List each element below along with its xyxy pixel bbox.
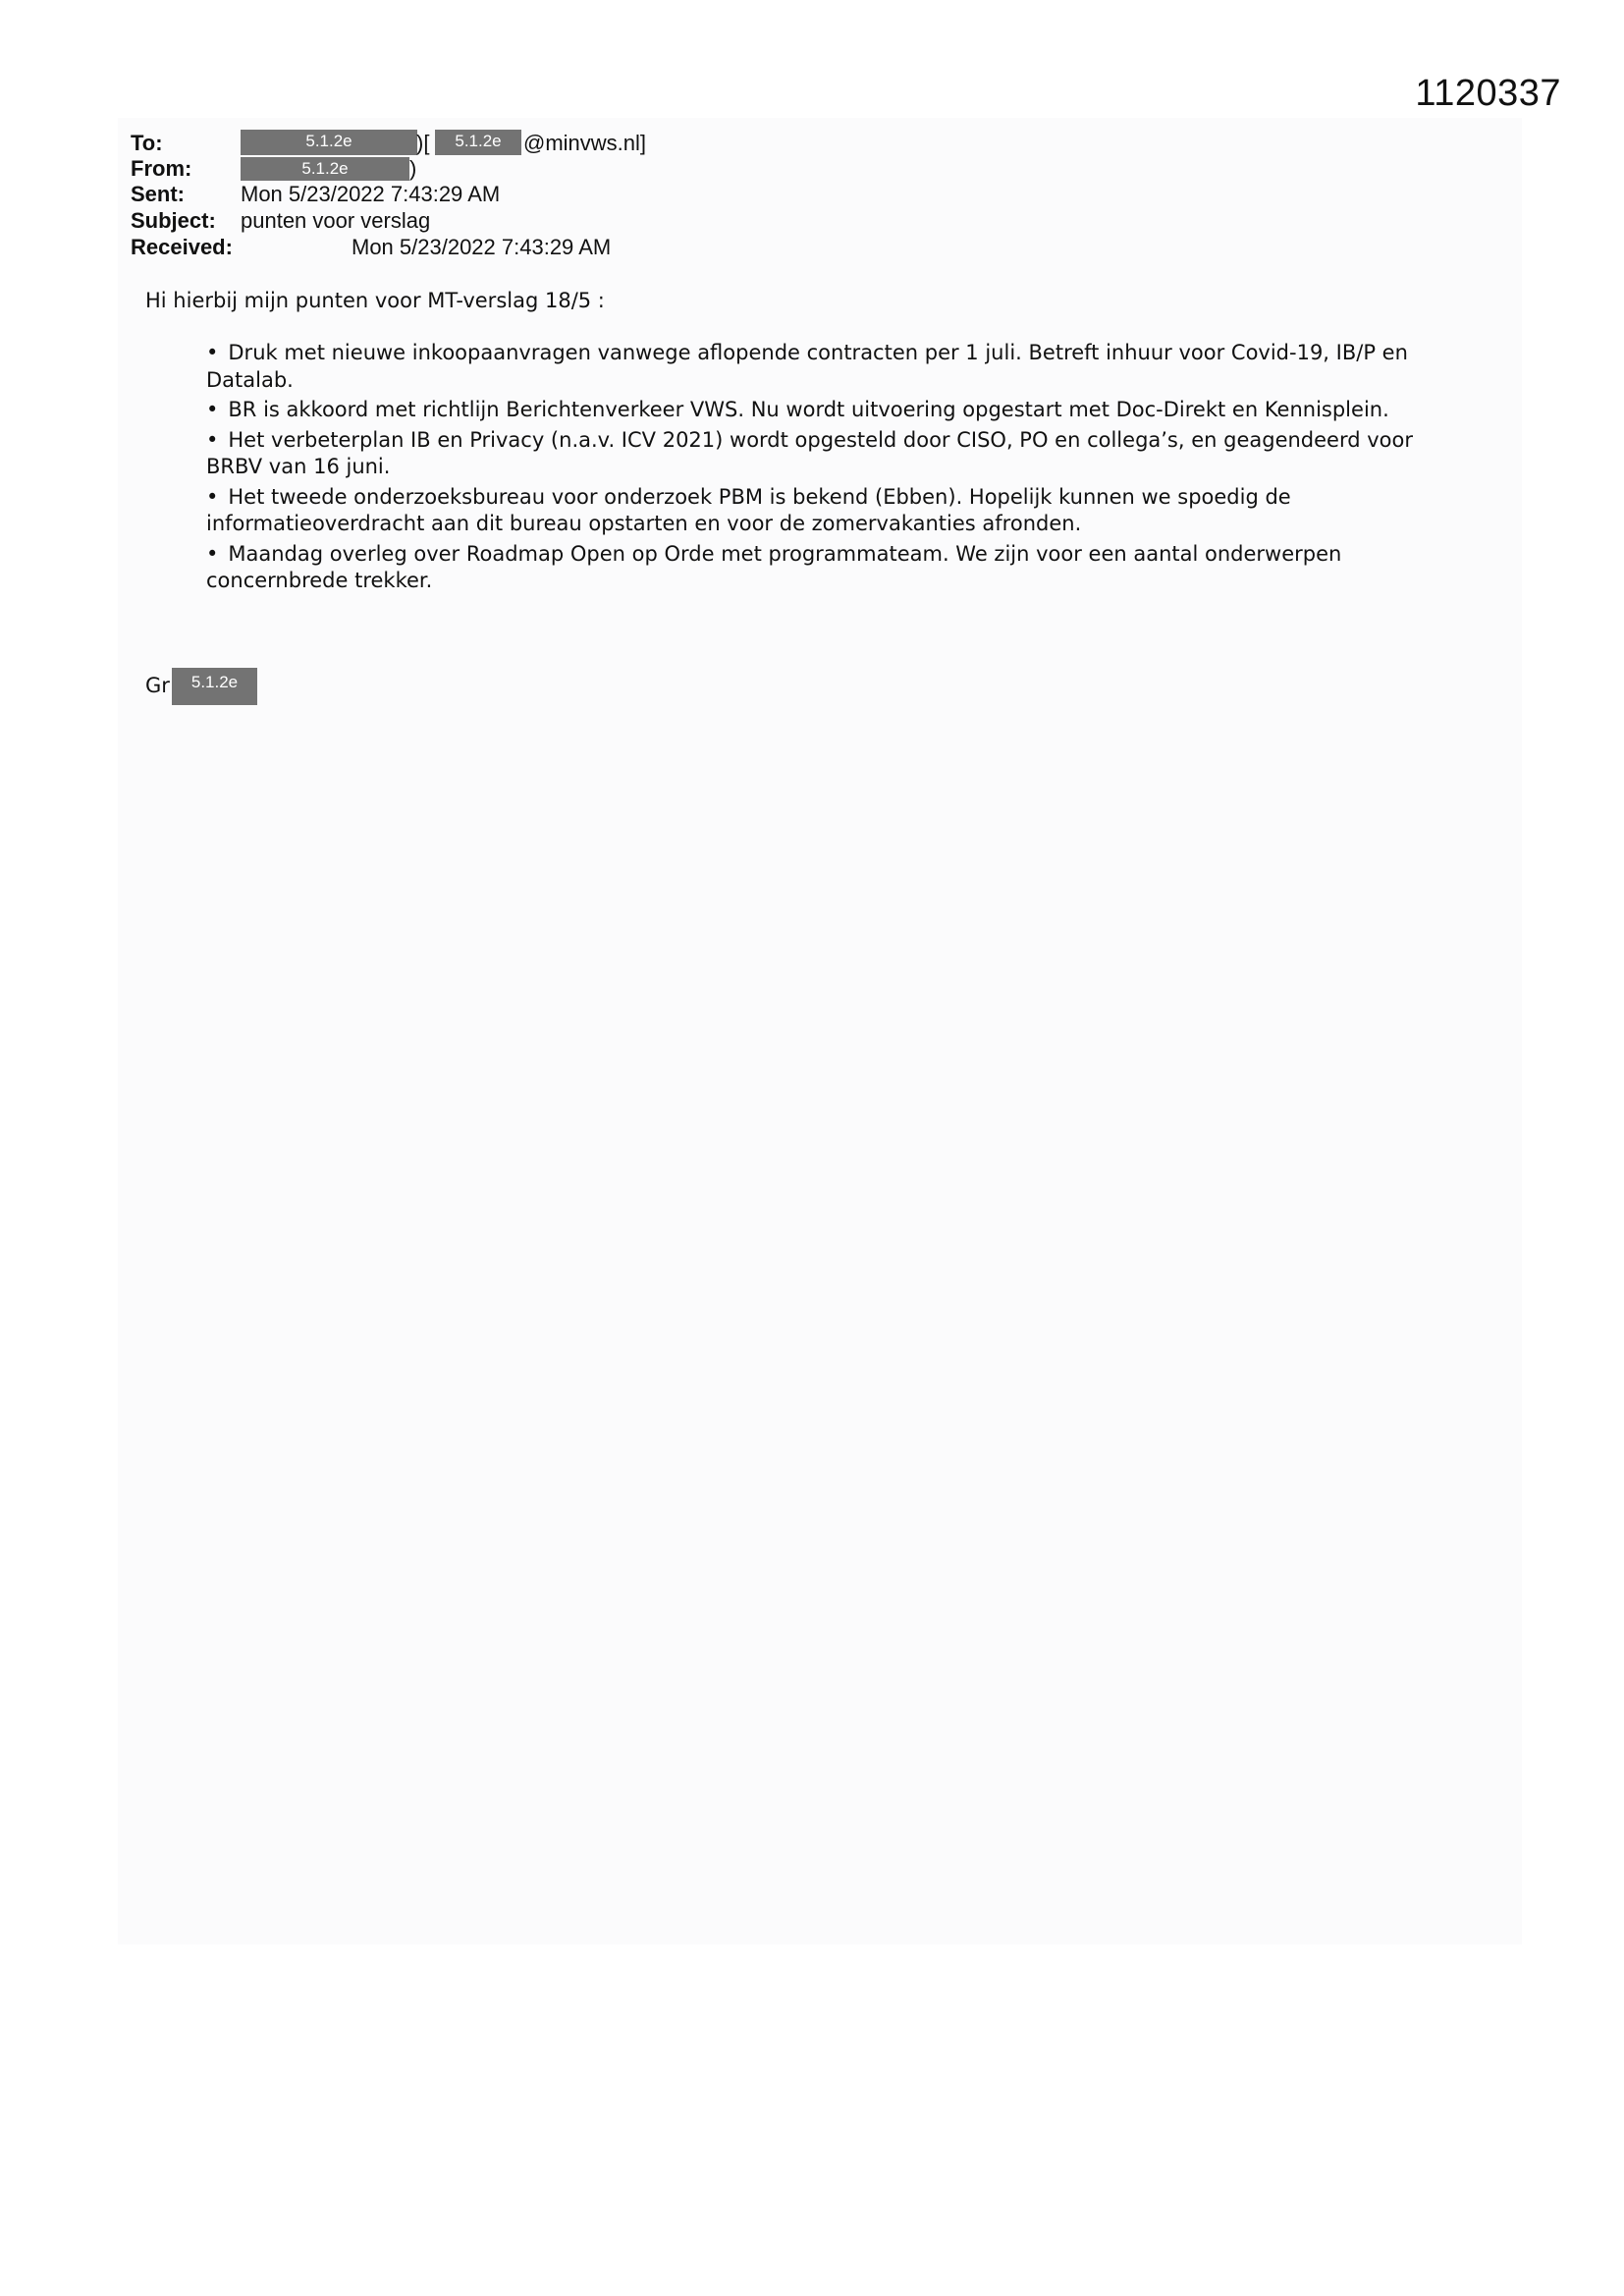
received-label: Received: xyxy=(131,235,233,259)
redaction-box: 5.1.2e xyxy=(172,668,257,705)
bullet-item xyxy=(206,427,1473,481)
to-separator: )[ xyxy=(416,131,430,155)
to-domain: @minvws.nl] xyxy=(523,131,647,155)
bullet-item xyxy=(206,484,1473,538)
sent-value: Mon 5/23/2022 7:43:29 AM xyxy=(241,182,501,206)
bullet-marker: • xyxy=(206,541,219,566)
redaction-box: 5.1.2e xyxy=(241,130,417,155)
closing-prefix: Gr xyxy=(145,674,170,697)
redaction-box: 5.1.2e xyxy=(435,130,521,155)
bullet-text: Druk met nieuwe inkoopaanvragen vanwege aflopende contracten per 1 juli. Betreft inhuur voor Covid-19, IB/P en Datalab. xyxy=(206,341,1408,392)
bullet-text: Maandag overleg over Roadmap Open op Orde met programmateam. We zijn voor een aantal onderwerpen concernbrede trekker. xyxy=(206,541,1342,592)
bullet-item xyxy=(206,541,1473,595)
email-greeting: Hi hierbij mijn punten voor MT-verslag 18/5 : xyxy=(145,289,605,312)
from-label: From: xyxy=(131,156,192,181)
bullet-marker: • xyxy=(206,427,219,452)
bullet-marker: • xyxy=(206,341,219,364)
redaction-box: 5.1.2e xyxy=(241,157,409,181)
to-label: To: xyxy=(131,131,163,155)
bullet-marker: • xyxy=(206,484,219,509)
subject-value: punten voor verslag xyxy=(241,208,431,233)
bullet-list xyxy=(206,340,1473,598)
bullet-text: Het tweede onderzoeksbureau voor onderzoek PBM is bekend (Ebben). Hopelijk kunnen we spoedig de informatieoverdracht aan dit bureau opstarten en voor de zomervakanties afronden. xyxy=(206,484,1291,535)
bullet-marker: • xyxy=(206,398,219,421)
document-number: 1120337 xyxy=(1415,73,1561,114)
from-suffix: ) xyxy=(409,156,417,181)
bullet-item xyxy=(206,340,1473,394)
bullet-text: BR is akkoord met richtlijn Berichtenverkeer VWS. Nu wordt uitvoering opgestart met Doc-Direkt en Kennisplein. xyxy=(228,398,1389,421)
bullet-text: Het verbeterplan IB en Privacy (n.a.v. ICV 2021) wordt opgesteld door CISO, PO en collega’s, en geagendeerd voor BRBV van 16 juni. xyxy=(206,427,1414,478)
email-closing xyxy=(145,674,170,697)
bullet-item xyxy=(206,397,1473,424)
sent-label: Sent: xyxy=(131,182,185,206)
subject-label: Subject: xyxy=(131,208,216,233)
received-value: Mon 5/23/2022 7:43:29 AM xyxy=(352,235,612,259)
